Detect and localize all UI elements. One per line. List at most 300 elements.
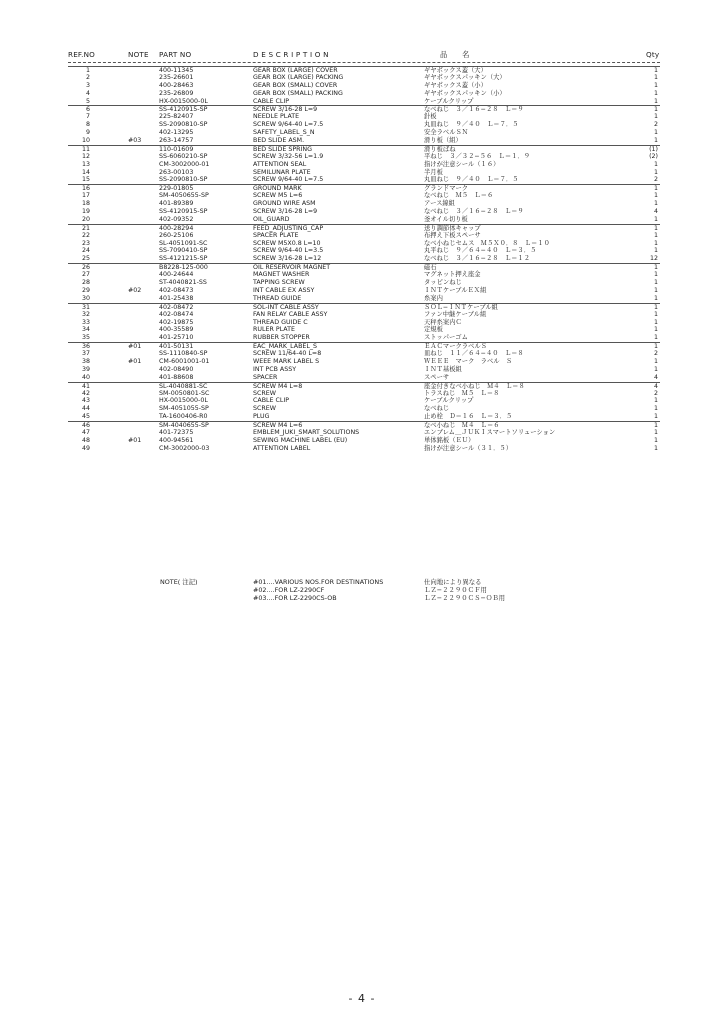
part-no-cell: 400-28463: [159, 81, 194, 89]
table-row: [68, 192, 660, 200]
qty-cell: 1: [653, 326, 658, 334]
table-row: [68, 105, 660, 113]
japanese-name-cell: 定規板: [424, 326, 443, 334]
table-row: [68, 271, 660, 279]
part-no-cell: 401-72375: [159, 428, 194, 436]
description-cell: ATTENTION LABEL: [253, 444, 311, 452]
ref-no-cell: 6: [85, 106, 90, 114]
part-no-cell: CM-3002000-01: [159, 160, 210, 168]
ref-no-cell: 36: [81, 343, 90, 351]
description-cell: SCREW 3/16-28 L=9: [253, 208, 318, 216]
ref-no-cell: 28: [81, 279, 90, 287]
description-cell: PLUG: [253, 413, 270, 421]
table-row: [68, 358, 660, 366]
note-jp: 仕向地により異なる: [424, 578, 482, 586]
table-row: [68, 413, 660, 421]
part-no-cell: 400-28294: [159, 224, 194, 232]
ref-no-cell: 8: [85, 121, 90, 129]
qty-cell: 1: [653, 97, 658, 105]
qty-cell: 1: [653, 215, 658, 223]
table-row: [68, 397, 660, 405]
qty-cell: 1: [653, 294, 658, 302]
part-no-cell: 225-82407: [159, 113, 194, 121]
description-cell: MAGNET WASHER: [253, 271, 310, 279]
qty-cell: 1: [653, 405, 658, 413]
part-no-cell: 402-08474: [159, 310, 194, 318]
qty-cell: 1: [653, 81, 658, 89]
part-no-cell: SS-7090410-SP: [159, 247, 208, 255]
qty-cell: 1: [653, 428, 658, 436]
table-row: [68, 279, 660, 287]
japanese-name-cell: 半月板: [424, 168, 443, 176]
japanese-name-cell: ギヤボックスパッキン（小）: [424, 89, 506, 97]
part-no-cell: 402-13295: [159, 129, 194, 137]
ref-no-cell: 13: [81, 160, 90, 168]
description-cell: GEAR BOX (SMALL) COVER: [253, 81, 338, 89]
table-row: [68, 366, 660, 374]
japanese-name-cell: 単体銘板（ＥＵ）: [424, 436, 475, 444]
japanese-name-cell: ギヤボックス蓋（大）: [424, 67, 487, 74]
ref-no-cell: 34: [81, 326, 90, 334]
description-cell: BED SLIDE SPRING: [253, 145, 312, 153]
japanese-name-cell: なべねじ Ｍ５ Ｌ＝６: [424, 192, 494, 200]
header-description: D E S C R I P T I O N: [253, 50, 329, 59]
description-cell: SEMILUNAR PLATE: [253, 168, 311, 176]
note-label: NOTE( 注記): [160, 578, 198, 586]
part-no-cell: 402-09352: [159, 215, 194, 223]
header-qty: Qty: [646, 50, 660, 59]
part-no-cell: 400-24644: [159, 271, 194, 279]
table-row: [68, 374, 660, 382]
table-row: [68, 121, 660, 129]
table-row: [68, 90, 660, 98]
table-row: [68, 184, 660, 192]
ref-no-cell: 30: [81, 294, 90, 302]
table-row: [68, 334, 660, 342]
header-japanese-name: 品 名: [440, 50, 470, 59]
qty-cell: 1: [653, 129, 658, 137]
description-cell: ATTENTION SEAL: [253, 160, 307, 168]
ref-no-cell: 20: [81, 215, 90, 223]
description-cell: THREAD GUIDE: [253, 294, 302, 302]
japanese-name-cell: ＥＡＣマークラベルＳ: [424, 343, 487, 351]
ref-no-cell: 23: [81, 239, 90, 247]
table-row: [68, 145, 660, 153]
japanese-name-cell: 止め栓 Ｄ＝１６ Ｌ＝３．５: [424, 413, 513, 421]
description-cell: THREAD GUIDE C: [253, 318, 308, 326]
description-cell: SPACER: [253, 373, 278, 381]
table-row: [68, 176, 660, 184]
japanese-name-cell: ケーブルクリップ: [424, 97, 474, 105]
table-row: [68, 303, 660, 311]
part-no-cell: TA-1600406-R0: [159, 413, 208, 421]
description-cell: SCREW 9/64-40 L=7.5: [253, 176, 324, 184]
note-cell: #01: [128, 357, 142, 365]
ref-no-cell: 41: [81, 382, 90, 390]
description-cell: INT PCB ASSY: [253, 365, 297, 373]
part-no-cell: 263-14757: [159, 137, 194, 145]
part-no-cell: SS-4120915-SP: [159, 208, 208, 216]
note-line: [68, 594, 660, 602]
description-cell: CABLE CLIP: [253, 397, 290, 405]
qty-cell: 1: [653, 422, 658, 430]
description-cell: SCREW 9/64-40 L=3.5: [253, 247, 324, 255]
part-no-cell: 235-26809: [159, 89, 194, 97]
table-row: [68, 129, 660, 137]
ref-no-cell: 24: [81, 247, 90, 255]
description-cell: NEEDLE PLATE: [253, 113, 300, 121]
part-no-cell: 401-88608: [159, 373, 194, 381]
page-number: - 4 -: [348, 992, 376, 1005]
ref-no-cell: 40: [81, 373, 90, 381]
qty-cell: 1: [653, 224, 658, 232]
japanese-name-cell: 丸皿ねじ ９／４０ Ｌ＝７．５: [424, 121, 519, 129]
ref-no-cell: 32: [81, 310, 90, 318]
ref-no-cell: 1: [85, 67, 90, 74]
table-row: [68, 405, 660, 413]
table-row: [68, 263, 660, 271]
note-line: [68, 578, 660, 586]
ref-no-cell: 2: [85, 73, 90, 81]
table-row: [68, 311, 660, 319]
table-row: [68, 255, 660, 263]
table-row: [68, 342, 660, 350]
qty-cell: 2: [653, 121, 658, 129]
japanese-name-cell: なべねじ: [424, 405, 450, 413]
part-no-cell: CM-3002000-03: [159, 444, 210, 452]
description-cell: WEEE MARK LABEL S: [253, 357, 320, 365]
ref-no-cell: 38: [81, 357, 90, 365]
description-cell: SCREW 9/64-40 L=7.5: [253, 121, 324, 129]
japanese-name-cell: ケーブルクリップ: [424, 397, 474, 405]
japanese-name-cell: なべねじ ３／１６−２８ Ｌ＝９: [424, 208, 524, 216]
part-no-cell: SS-4120915-SP: [159, 106, 208, 114]
ref-no-cell: 3: [85, 81, 90, 89]
ref-no-cell: 45: [81, 413, 90, 421]
description-cell: SCREW M4 L=6: [253, 422, 303, 430]
table-row: [68, 382, 660, 390]
japanese-name-cell: エンブレム＿ＪＵＫＩスマートソリューション: [424, 428, 556, 436]
description-cell: SCREW M4 L=8: [253, 382, 303, 390]
japanese-name-cell: ＳＯＬ−ＩＮＴケーブル組: [424, 303, 498, 311]
qty-cell: 4: [653, 373, 658, 381]
table-row: [68, 161, 660, 169]
qty-cell: 1: [653, 318, 658, 326]
note-en: #02....FOR LZ-2290CF: [253, 586, 325, 594]
ref-no-cell: 16: [81, 185, 90, 193]
description-cell: SCREW: [253, 405, 276, 413]
qty-cell: 4: [653, 208, 658, 216]
japanese-name-cell: ギヤボックスパッキン（大）: [424, 73, 506, 81]
description-cell: SAFETY_LABEL_S_N: [253, 129, 315, 137]
ref-no-cell: 4: [85, 89, 90, 97]
qty-cell: 1: [653, 73, 658, 81]
note-jp: ＬＺ−２２９０ＣＦ用: [424, 586, 487, 594]
table-row: [68, 113, 660, 121]
japanese-name-cell: 指けが注意シール（１６）: [424, 160, 500, 168]
table-row: [68, 66, 660, 74]
ref-no-cell: 10: [81, 137, 90, 145]
japanese-name-cell: 安全ラベルＳＮ: [424, 129, 469, 137]
part-no-cell: SS-2090810-SP: [159, 176, 208, 184]
part-no-cell: SS-4121215-SP: [159, 255, 208, 263]
japanese-name-cell: ＩＮＴケーブルＥＸ組: [424, 286, 487, 294]
ref-no-cell: 43: [81, 397, 90, 405]
japanese-name-cell: 座金付きなべ小ねじ Ｍ４ Ｌ＝８: [424, 382, 525, 390]
table-row: [68, 82, 660, 90]
table-row: [68, 208, 660, 216]
qty-cell: 1: [653, 444, 658, 452]
japanese-name-cell: 平ねじ ３／３２−５６ Ｌ＝１．９: [424, 152, 531, 160]
japanese-name-cell: 天秤糸案内Ｃ: [424, 318, 462, 326]
header-ref-no: REF.NO: [68, 50, 96, 59]
table-row: [68, 437, 660, 445]
qty-cell: 1: [653, 334, 658, 342]
qty-cell: 1: [653, 271, 658, 279]
qty-cell: 1: [653, 106, 658, 114]
ref-no-cell: 12: [81, 152, 90, 160]
ref-no-cell: 18: [81, 200, 90, 208]
ref-no-cell: 47: [81, 428, 90, 436]
qty-cell: 1: [653, 310, 658, 318]
part-no-cell: 401-89389: [159, 200, 194, 208]
ref-no-cell: 37: [81, 350, 90, 358]
part-no-cell: 401-50131: [159, 343, 194, 351]
part-no-cell: SS-2090810-SP: [159, 121, 208, 129]
note-en: #03....FOR LZ-2290CS-OB: [253, 594, 337, 602]
japanese-name-cell: 布押え下板スペーサ: [424, 231, 481, 239]
qty-cell: 1: [653, 160, 658, 168]
japanese-name-cell: スペーサ: [424, 373, 450, 381]
table-row: [68, 326, 660, 334]
part-no-cell: B8228-125-000: [159, 264, 208, 272]
part-no-cell: 400-11345: [159, 67, 194, 74]
japanese-name-cell: ＩＮＴ基板組: [424, 365, 462, 373]
ref-no-cell: 35: [81, 334, 90, 342]
part-no-cell: ST-4040821-SS: [159, 279, 207, 287]
part-no-cell: HX-0015000-0L: [159, 97, 208, 105]
header-part-no: PART NO: [159, 50, 192, 59]
japanese-name-cell: 釜オイル切り板: [424, 215, 468, 223]
qty-cell: 1: [653, 67, 658, 74]
ref-no-cell: 25: [81, 255, 90, 263]
table-row: [68, 200, 660, 208]
ref-no-cell: 17: [81, 192, 90, 200]
description-cell: EMBLEM_JUKI_SMART_SOLUTIONS: [253, 428, 360, 436]
note-cell: #01: [128, 436, 142, 444]
qty-cell: (1): [649, 145, 658, 153]
qty-cell: 1: [653, 365, 658, 373]
table-row: [68, 232, 660, 240]
japanese-name-cell: 糸案内: [424, 294, 443, 302]
description-cell: SCREW 11/64-40 L=8: [253, 350, 322, 358]
part-no-cell: 110-01609: [159, 145, 194, 153]
description-cell: GROUND WIRE ASM: [253, 200, 316, 208]
qty-cell: (2): [649, 152, 658, 160]
qty-cell: 1: [653, 231, 658, 239]
description-cell: RUBBER STOPPER: [253, 334, 310, 342]
table-row: [68, 445, 660, 453]
description-cell: OIL RESERVOIR MAGNET: [253, 264, 331, 272]
japanese-name-cell: トラスねじ Ｍ５ Ｌ＝８: [424, 389, 500, 397]
ref-no-cell: 42: [81, 389, 90, 397]
qty-cell: 1: [653, 89, 658, 97]
description-cell: SCREW M5X0.8 L=10: [253, 239, 321, 247]
part-no-cell: SS-1110840-SP: [159, 350, 208, 358]
description-cell: SCREW 3/16-28 L=12: [253, 255, 322, 263]
note-cell: #01: [128, 343, 142, 351]
ref-no-cell: 33: [81, 318, 90, 326]
notes-section: [68, 578, 660, 602]
table-row: [68, 98, 660, 106]
ref-no-cell: 48: [81, 436, 90, 444]
table-row: [68, 429, 660, 437]
part-no-cell: 402-08473: [159, 286, 194, 294]
part-no-cell: 401-25438: [159, 294, 194, 302]
qty-cell: 1: [653, 286, 658, 294]
note-cell: #03: [128, 137, 142, 145]
part-no-cell: SM-4050655-SP: [159, 192, 209, 200]
table-row: [68, 224, 660, 232]
table-row: [68, 153, 660, 161]
japanese-name-cell: なべ小ねじセムス Ｍ５Ｘ０．８ Ｌ＝１０: [424, 239, 550, 247]
description-cell: GROUND MARK: [253, 185, 302, 193]
ref-no-cell: 39: [81, 365, 90, 373]
description-cell: GEAR BOX (LARGE) PACKING: [253, 73, 344, 81]
parts-table: [68, 66, 660, 453]
part-no-cell: SS-6060210-SP: [159, 152, 208, 160]
qty-cell: 1: [653, 343, 658, 351]
qty-cell: 1: [653, 247, 658, 255]
ref-no-cell: 7: [85, 113, 90, 121]
japanese-name-cell: なべねじ ３／１６−２８ Ｌ＝９: [424, 106, 524, 114]
table-row: [68, 74, 660, 82]
ref-no-cell: 21: [81, 224, 90, 232]
note-jp: ＬＺ−２２９０ＣＳ−ＯＢ用: [424, 594, 506, 602]
japanese-name-cell: ギヤボックス蓋（小）: [424, 81, 487, 89]
part-no-cell: 400-35589: [159, 326, 194, 334]
qty-cell: 12: [649, 255, 658, 263]
part-no-cell: SL-4040881-SC: [159, 382, 208, 390]
part-no-cell: 229-01805: [159, 185, 194, 193]
note-line: [68, 586, 660, 594]
japanese-name-cell: ストッパーゴム: [424, 334, 468, 342]
japanese-name-cell: 磁石: [424, 264, 437, 272]
table-row: [68, 390, 660, 398]
japanese-name-cell: 針板: [424, 113, 437, 121]
part-no-cell: 260-25106: [159, 231, 194, 239]
japanese-name-cell: ＷＥＥＥ マーク ラベル Ｓ: [424, 357, 513, 365]
qty-cell: 1: [653, 436, 658, 444]
qty-cell: 1: [653, 185, 658, 193]
ref-no-cell: 31: [81, 303, 90, 311]
description-cell: TAPPING SCREW: [253, 279, 305, 287]
description-cell: RULER PLATE: [253, 326, 295, 334]
part-no-cell: 402-19875: [159, 318, 194, 326]
japanese-name-cell: 皿ねじ １１／６４−４０ Ｌ＝８: [424, 350, 524, 358]
description-cell: SCREW: [253, 389, 276, 397]
note-cell: #02: [128, 286, 142, 294]
description-cell: OIL_GUARD: [253, 215, 290, 223]
ref-no-cell: 14: [81, 168, 90, 176]
qty-cell: 2: [653, 350, 658, 358]
ref-no-cell: 9: [85, 129, 90, 137]
japanese-name-cell: 滑り板（組）: [424, 137, 462, 145]
japanese-name-cell: 送り調節体キャップ: [424, 224, 481, 232]
part-no-cell: 402-08490: [159, 365, 194, 373]
part-no-cell: SM-4040655-SP: [159, 422, 209, 430]
description-cell: SCREW M5 L=6: [253, 192, 303, 200]
ref-no-cell: 27: [81, 271, 90, 279]
description-cell: CABLE CLIP: [253, 97, 290, 105]
part-no-cell: SM-0050801-SC: [159, 389, 210, 397]
ref-no-cell: 19: [81, 208, 90, 216]
part-no-cell: SM-4051055-SP: [159, 405, 209, 413]
japanese-name-cell: 丸皿ねじ ９／４０ Ｌ＝７．５: [424, 176, 519, 184]
ref-no-cell: 22: [81, 231, 90, 239]
japanese-name-cell: ファン中継ケーブル組: [424, 310, 487, 318]
part-no-cell: 235-26601: [159, 73, 194, 81]
japanese-name-cell: グランドマーク: [424, 185, 469, 193]
ref-no-cell: 49: [81, 444, 90, 452]
part-no-cell: SL-4051091-SC: [159, 239, 208, 247]
qty-cell: 2: [653, 389, 658, 397]
qty-cell: 1: [653, 397, 658, 405]
description-cell: GEAR BOX (LARGE) COVER: [253, 67, 338, 74]
description-cell: SPACER PLATE: [253, 231, 299, 239]
description-cell: SOL-INT CABLE ASSY: [253, 303, 319, 311]
qty-cell: 1: [653, 137, 658, 145]
table-row: [68, 247, 660, 255]
japanese-name-cell: なべ小ねじ Ｍ４ Ｌ＝６: [424, 422, 500, 430]
part-no-cell: HX-0015000-0L: [159, 397, 208, 405]
ref-no-cell: 15: [81, 176, 90, 184]
qty-cell: 1: [653, 168, 658, 176]
description-cell: GEAR BOX (SMALL) PACKING: [253, 89, 343, 97]
description-cell: SCREW 3/16-28 L=9: [253, 106, 318, 114]
part-no-cell: 400-94561: [159, 436, 194, 444]
ref-no-cell: 46: [81, 422, 90, 430]
description-cell: FEED_ADJUSTING_CAP: [253, 224, 324, 232]
qty-cell: 4: [653, 382, 658, 390]
table-row: [68, 137, 660, 145]
part-no-cell: 263-00103: [159, 168, 194, 176]
ref-no-cell: 11: [81, 145, 90, 153]
qty-cell: 1: [653, 303, 658, 311]
part-no-cell: 401-25710: [159, 334, 194, 342]
description-cell: FAN RELAY CABLE ASSY: [253, 310, 328, 318]
japanese-name-cell: 丸平ねじ ９／６４−４０ Ｌ＝３．５: [424, 247, 537, 255]
table-row: [68, 319, 660, 327]
qty-cell: 1: [653, 264, 658, 272]
note-en: #01....VARIOUS NOS.FOR DESTINATIONS: [253, 578, 384, 586]
table-row: [68, 350, 660, 358]
qty-cell: 1: [653, 200, 658, 208]
qty-cell: 1: [653, 239, 658, 247]
ref-no-cell: 44: [81, 405, 90, 413]
ref-no-cell: 29: [81, 286, 90, 294]
qty-cell: 1: [653, 357, 658, 365]
header-divider: [68, 62, 660, 63]
part-no-cell: CM-6001001-01: [159, 357, 210, 365]
description-cell: INT CABLE EX ASSY: [253, 286, 315, 294]
table-row: [68, 287, 660, 295]
qty-cell: 1: [653, 113, 658, 121]
japanese-name-cell: タッピンねじ: [424, 279, 462, 287]
ref-no-cell: 5: [85, 97, 90, 105]
ref-no-cell: 26: [81, 264, 90, 272]
part-no-cell: 402-08472: [159, 303, 194, 311]
